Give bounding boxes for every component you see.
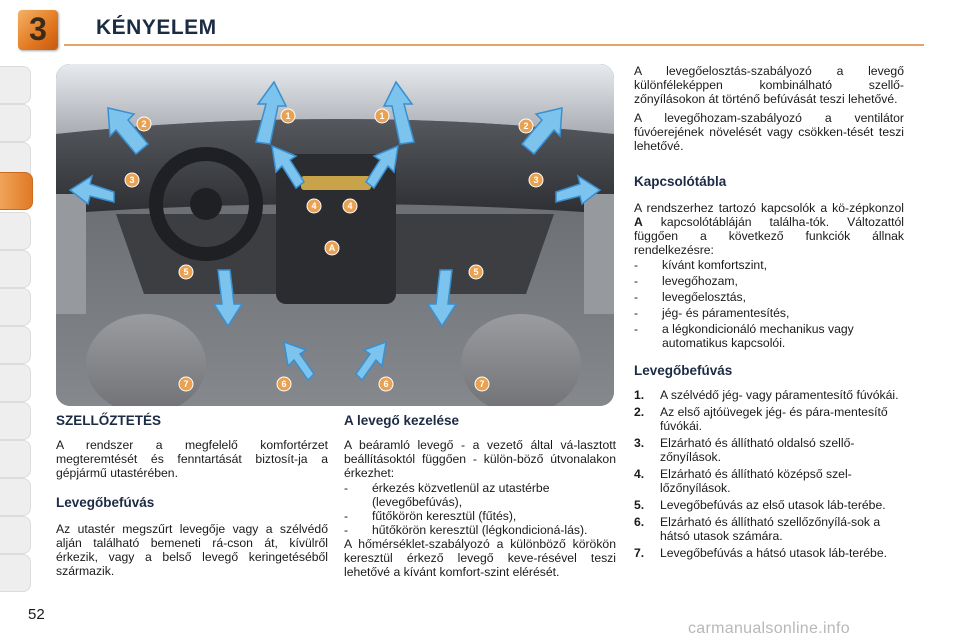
chapter-tab[interactable] bbox=[0, 478, 31, 516]
chapter-tab[interactable] bbox=[0, 326, 31, 364]
svg-text:5: 5 bbox=[473, 267, 479, 277]
intro-paragraph: A rendszer a megfelelő komfortérzet megteremtését és fenntartását biztosít-ja a gépjármű utastérében. bbox=[56, 438, 328, 480]
callout-7-left bbox=[179, 377, 193, 391]
svg-text:A: A bbox=[328, 243, 336, 253]
section-heading-ventilation: SZELLŐZTETÉS bbox=[56, 413, 162, 428]
chapter-tabs bbox=[0, 66, 34, 586]
chapter-title: KÉNYELEM bbox=[96, 16, 217, 39]
list-item: - jég- és páramentesítés, bbox=[634, 306, 790, 320]
chapter-tab[interactable] bbox=[0, 66, 31, 104]
list-item: 4. Elzárható és állítható középső szel-lőzőnyílások. bbox=[634, 467, 852, 495]
chapter-tab[interactable] bbox=[0, 554, 31, 592]
chapter-tab[interactable] bbox=[0, 288, 31, 326]
svg-text:7: 7 bbox=[183, 379, 189, 389]
svg-text:3: 3 bbox=[533, 175, 539, 185]
sub-heading-air-intake: Levegőbefúvás bbox=[56, 495, 155, 510]
callout-A bbox=[325, 241, 339, 255]
chapter-number: 3 bbox=[29, 11, 47, 47]
callout-5-right bbox=[469, 265, 483, 279]
svg-text:4: 4 bbox=[311, 201, 317, 211]
svg-text:3: 3 bbox=[129, 175, 135, 185]
distribution-paragraph: A levegőelosztás-szabályozó a levegő különféleképpen kombinálható szellő-zőnyílásokon át történő befúvását teszi lehetővé. bbox=[634, 64, 904, 106]
callout-1-right bbox=[375, 109, 389, 123]
callout-3-right bbox=[529, 173, 543, 187]
chapter-header bbox=[0, 0, 960, 52]
list-item: 3. Elzárható és állítható oldalsó szellő-zőnyílások. bbox=[634, 436, 855, 464]
section-heading-air-vents: Levegőbefúvás bbox=[634, 363, 733, 378]
list-item: 5. Levegőbefúvás az első utasok láb-terébe. bbox=[634, 498, 886, 512]
callout-3-left bbox=[125, 173, 139, 187]
section-heading-air-treatment: A levegő kezelése bbox=[344, 413, 460, 428]
chapter-tab[interactable] bbox=[0, 402, 31, 440]
svg-text:2: 2 bbox=[141, 119, 147, 129]
svg-text:4: 4 bbox=[347, 201, 353, 211]
watermark: carmanualsonline.info bbox=[688, 620, 850, 637]
svg-text:6: 6 bbox=[281, 379, 287, 389]
list-item: 6. Elzárható és állítható szellőzőnyílá-sok a hátsó utasok számára. bbox=[634, 515, 881, 543]
flow-paragraph: A levegőhozam-szabályozó a ventilátor fúvóerejének növelését vagy csökken-tését teszi lehetővé. bbox=[634, 111, 904, 153]
dashboard-illustration bbox=[56, 64, 614, 406]
chapter-badge bbox=[18, 10, 58, 50]
control-panel-paragraph: A rendszerhez tartozó kapcsolók a kö-zépkonzol A kapcsolótábláján találha-tók. Változattól függően a következő funkciók állnak rendelkezésre: bbox=[634, 201, 905, 257]
title-divider bbox=[64, 44, 924, 46]
callout-7-right bbox=[475, 377, 489, 391]
right-column bbox=[634, 64, 904, 560]
list-item: - hűtőkörön keresztül (légkondicioná-lás). bbox=[344, 523, 588, 537]
list-item: 7. Levegőbefúvás a hátsó utasok láb-terébe. bbox=[634, 546, 887, 560]
callout-4-right bbox=[343, 199, 357, 213]
list-item: - a légkondicionáló mechanikus vagy automatikus kapcsolói. bbox=[634, 322, 854, 350]
svg-text:5: 5 bbox=[183, 267, 189, 277]
callout-6-left bbox=[277, 377, 291, 391]
page-number: 52 bbox=[28, 606, 45, 623]
callout-1-left bbox=[281, 109, 295, 123]
svg-text:6: 6 bbox=[383, 379, 389, 389]
list-item: - érkezés közvetlenül az utastérbe (levegőbefúvás), bbox=[344, 481, 550, 509]
chapter-tab[interactable] bbox=[0, 104, 31, 142]
callout-2-right bbox=[519, 119, 533, 133]
list-item: - levegőelosztás, bbox=[634, 290, 747, 304]
cabin-airflow-diagram bbox=[56, 64, 614, 406]
section-heading-control-panel: Kapcsolótábla bbox=[634, 174, 727, 189]
callout-4-left bbox=[307, 199, 321, 213]
left-column bbox=[56, 414, 328, 578]
chapter-tab-active[interactable] bbox=[0, 172, 33, 210]
list-item: - kívánt komfortszint, bbox=[634, 258, 767, 272]
middle-column bbox=[344, 414, 616, 579]
svg-text:1: 1 bbox=[285, 111, 291, 121]
air-intake-paragraph: Az utastér megszűrt levegője vagy a szélvédő alján található bemeneti rá-cson át, kívülről érkezik, vagy a belső levegő keringetéséből származik. bbox=[56, 522, 328, 578]
list-item: 2. Az első ajtóüvegek jég- és pára-mentesítő fúvókái. bbox=[634, 405, 888, 433]
callout-2-left bbox=[137, 117, 151, 131]
list-item: - levegőhozam, bbox=[634, 274, 738, 288]
air-treatment-outro: A hőmérséklet-szabályozó a különböző körökön keresztül érkező levegő keve-résével teszi lehetővé a kívánt komfort-szint elérését. bbox=[344, 537, 616, 579]
svg-text:2: 2 bbox=[523, 121, 529, 131]
chapter-tab[interactable] bbox=[0, 364, 31, 402]
svg-text:7: 7 bbox=[479, 379, 485, 389]
list-item: 1. A szélvédő jég- vagy páramentesítő fúvókái. bbox=[634, 388, 899, 402]
chapter-tab[interactable] bbox=[0, 516, 31, 554]
svg-text:1: 1 bbox=[379, 111, 385, 121]
chapter-tab[interactable] bbox=[0, 440, 31, 478]
chapter-tab[interactable] bbox=[0, 212, 31, 250]
chapter-tab[interactable] bbox=[0, 250, 31, 288]
air-treatment-intro: A beáramló levegő - a vezető által vá-lasztott beállításoktól függően - külön-böző útvonalakon érkezhet: bbox=[344, 438, 616, 480]
list-item: - fűtőkörön keresztül (fűtés), bbox=[344, 509, 517, 523]
callout-6-right bbox=[379, 377, 393, 391]
callout-5 bbox=[179, 265, 193, 279]
